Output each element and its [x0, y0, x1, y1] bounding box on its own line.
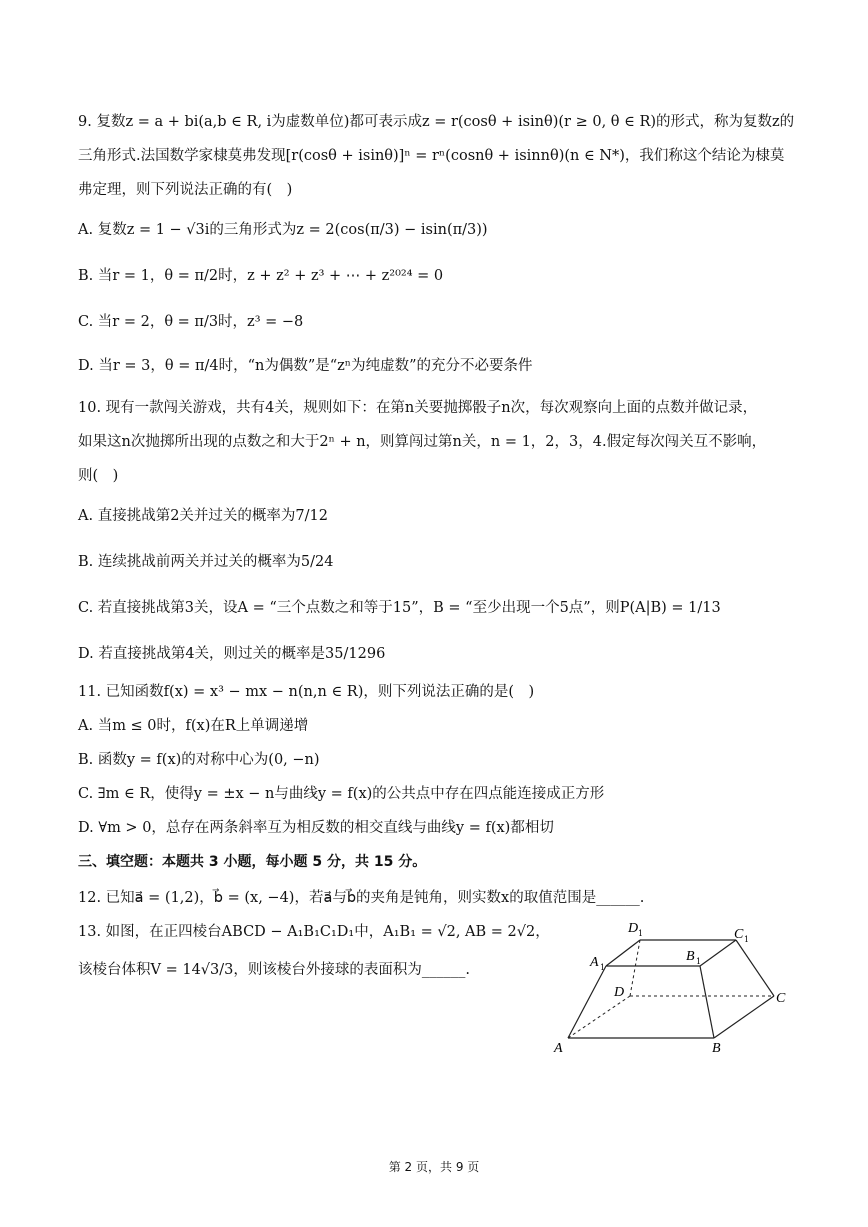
label-b1: B: [686, 949, 695, 964]
q10-stem-line1: 10. 现有一款闯关游戏，共有4关，规则如下：在第n关要抛掷骰子n次，每次观察向上面的点数并做记录，: [78, 400, 758, 416]
edge-aa1: [568, 966, 606, 1038]
section-heading-fill-in: 三、填空题：本题共 3 小题，每小题 5 分，共 15 分。: [78, 854, 427, 870]
q9-option-d: D. 当r = 3，θ = π/4时，“n为偶数”是“zⁿ为纯虚数”的充分不必要条件: [78, 358, 533, 374]
edge-bc: [714, 996, 774, 1038]
q13-line2: 该棱台体积V = 14√3/3，则该棱台外接球的表面积为______.: [78, 962, 470, 978]
page-footer: 第 2 页，共 9 页: [388, 1160, 480, 1174]
q10-option-b: B. 连续挑战前两关并过关的概率为5/24: [78, 554, 334, 570]
label-b1-sub: 1: [696, 957, 702, 966]
edge-cc1: [736, 940, 774, 996]
edge-b1c1: [700, 940, 736, 966]
q11-option-d: D. ∀m > 0，总存在两条斜率互为相反数的相交直线与曲线y = f(x)都相切: [78, 820, 554, 836]
q9-stem-line3: 弗定理，则下列说法正确的有( ): [78, 182, 293, 198]
q10-option-c: C. 若直接挑战第3关，设A = “三个点数之和等于15”，B = “至少出现一个5点”，则P(A|B) = 1/13: [78, 600, 721, 616]
q10-option-a: A. 直接挑战第2关并过关的概率为7/12: [78, 508, 328, 524]
q11-option-b: B. 函数y = f(x)的对称中心为(0, −n): [78, 752, 320, 768]
label-c: C: [776, 991, 786, 1006]
q9-option-b: B. 当r = 1，θ = π/2时，z + z² + z³ + ⋯ + z²⁰²⁴ = 0: [78, 268, 444, 284]
q10-stem-line2: 如果这n次抛掷所出现的点数之和大于2ⁿ + n，则算闯过第n关，n = 1，2，3，4.假定每次闯关互不影响，: [78, 434, 767, 450]
label-c1: C: [734, 927, 744, 942]
q9-option-a: A. 复数z = 1 − √3i的三角形式为z = 2(cos(π/3) − isin(π/3)): [78, 222, 488, 238]
frustum-solid-edges: [568, 940, 774, 1038]
q10-option-d: D. 若直接挑战第4关，则过关的概率是35/1296: [78, 646, 386, 662]
q9-stem-line1: 9. 复数z = a + bi(a,b ∈ R, i为虚数单位)都可表示成z = r(cosθ + isinθ)(r ≥ 0, θ ∈ R)的形式，称为复数z的: [78, 114, 795, 130]
label-a1: A: [590, 955, 599, 970]
edge-ad: [568, 996, 630, 1038]
q10-stem-line3: 则( ): [78, 468, 119, 484]
q11-option-c: C. ∃m ∈ R，使得y = ±x − n与曲线y = f(x)的公共点中存在四点能连接成正方形: [78, 786, 605, 802]
label-c1-sub: 1: [744, 935, 750, 944]
frustum-figure: [548, 912, 798, 1062]
label-d1: D: [628, 921, 639, 936]
q11-stem: 11. 已知函数f(x) = x³ − mx − n(n,n ∈ R)，则下列说法正确的是( ): [78, 684, 535, 700]
q12-text: 12. 已知a⃗ = (1,2)，b⃗ = (x, −4)，若a⃗与b⃗的夹角是钝角，则实数x的取值范围是______.: [78, 890, 645, 906]
label-b: B: [712, 1041, 721, 1056]
frustum-hidden-edges: [568, 940, 774, 1038]
edge-dd1: [630, 940, 640, 996]
q9-stem-line2: 三角形式.法国数学家棣莫弗发现[r(cosθ + isinθ)]ⁿ = rⁿ(cosnθ + isinnθ)(n ∈ N*)，我们称这个结论为棣莫: [78, 148, 785, 164]
q13-line1: 13. 如图，在正四棱台ABCD − A₁B₁C₁D₁中，A₁B₁ = √2, AB = 2√2，: [78, 924, 550, 940]
label-a: A: [554, 1041, 563, 1056]
label-d: D: [614, 985, 625, 1000]
edge-bb1: [700, 966, 714, 1038]
label-d1-sub: 1: [638, 929, 644, 938]
label-a1-sub: 1: [600, 963, 606, 972]
q11-option-a: A. 当m ≤ 0时，f(x)在R上单调递增: [78, 718, 309, 734]
q9-option-c: C. 当r = 2，θ = π/3时，z³ = −8: [78, 314, 304, 330]
edge-d1a1: [606, 940, 640, 966]
